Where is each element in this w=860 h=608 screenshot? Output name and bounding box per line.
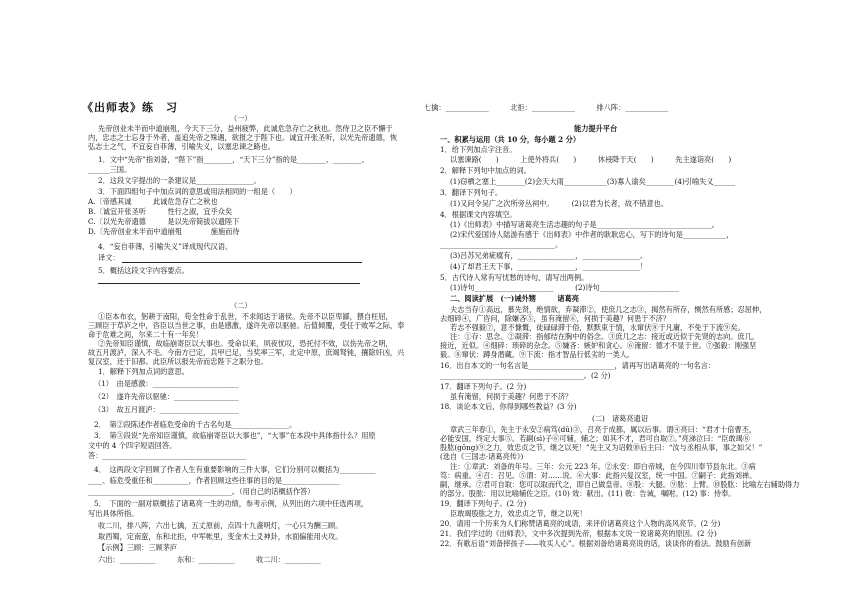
question-2-2: 2． 第②段陈述作者临危受命的千古名句是________________。 — [94, 420, 297, 429]
r-question-17: 17．翻译下列句子。(2 分) — [440, 382, 527, 391]
reading-1-line: 去细碎④，广咨问，除嫌吝⑤，虽有淹留⑥，何损于美趣？何患于不济？ — [440, 314, 671, 323]
platform-title: 能力提升平台 — [574, 124, 618, 133]
reading-1-note: 毅。⑧窜伏：蹲身潜藏。⑨下流：指才智品行低劣的一类人。 — [440, 350, 635, 359]
r-question-4-item: (4)了却君王天下事，________________，________________！ — [450, 262, 648, 271]
answer-line — [98, 283, 360, 284]
fill-in-line: 六出：__________ 东和：__________ 收二川：__________ — [98, 555, 321, 564]
passage-1-line: 弘志士之气，不宜妄自菲薄，引喻失义，以塞忠谏之路也。 — [88, 142, 275, 151]
question-1-cont: ______三国。 — [88, 165, 132, 174]
r-question-20: 20．请用一个历来为人们称赞诸葛亮的成语，来评价诸葛亮这个人物的高风亮节。(2 分) — [440, 519, 721, 528]
r-question-3-items: (1)又问令吴广之次所旁丛祠中。 (2)以君为长者，故不错意也。 — [450, 199, 669, 208]
question-2-5: 5． 下面的一副对联概括了诸葛亮一生的功绩，参考示例，从列出的六项中任选两项， — [94, 499, 369, 508]
reading-2-note: 注：①章武：刘备的年号。三年：公元 223 年。②永安：即白帝城，在今四川奉节县东北。③病 — [450, 462, 756, 471]
r-question-16-cont: ________________________________________。(2 分) — [440, 371, 611, 380]
part-1-label: （一） — [230, 114, 252, 123]
reading-2-note: 笃：病重。④召：召见。⑤谓：对……说。⑥大事：此指兴复汉室，统一中国。⑦嗣子：此指刘禅。 — [440, 471, 757, 480]
r-question-1: 1．给下列加点字注音。 — [440, 145, 517, 154]
r-question-2: 2．解释下列句中加点的词。 — [440, 166, 531, 175]
r-question-16: 16．出自本文的一句名言是________________________，请再写出诸葛亮的一句名言： — [440, 361, 716, 370]
r-question-1-items: 以塞谏路( ) 上使外将兵( ) 休祲降于天( ) 先主遂诣亮( ) — [450, 155, 732, 164]
passage-2-line: 命于危难之间，尔来二十有一年矣！ — [88, 330, 204, 339]
couplet-line: 收二川，排八阵，六出七擒，五丈原前，点四十九盏明灯，一心只为酬三顾。 — [98, 521, 343, 530]
reading-1-line: 夫志当存①高远，慕先贤，绝情欲，弃凝滞②，使庶几之志③，揭然有所存，恻然有所感；忍屈伸， — [450, 305, 767, 314]
question-2-3: 3． 第③段说“先帝知臣谨慎，故临崩寄臣以大事也”，“大事”在本段中具体指什么？用原 — [94, 431, 376, 440]
question-2-3-cont: 文中的 4 个四字短语回答。 — [88, 441, 177, 450]
header-fill-line: 七擒：____________ 北拒：____________ 排八阵：____________ — [424, 103, 669, 112]
reading-2-line: 股肱(gōng)⑨之力，效忠贞之节，继之以死！”先主又为诏敕⑩后主曰：“汝与丞相从事，事之如父！” — [440, 443, 763, 452]
r-question-5-items: (1)诗句______________________ (2)诗句______________________ — [450, 283, 679, 292]
question-3: 3．下面四组句子中加点词的意思或用法相同的一组是（ ） — [98, 187, 297, 196]
question-5: 5．概括这段文字内容要点。 — [98, 266, 189, 275]
section-2-heading: 二、阅读扩展 (一)诫外甥 诸葛亮 — [450, 294, 579, 303]
passage-2-line: 三顾臣于草庐之中，咨臣以当世之事，由是感激，遂许先帝以驱驰。后值倾覆，受任于败军之际，奉 — [88, 321, 405, 330]
option-a: A.〔帝感其诚 此诚危急存亡之秋也 — [88, 197, 218, 206]
r-question-17-item: 虽有淹留，何损于美趣？何患于不济？ — [450, 392, 573, 401]
r-question-4-item: (1)《出师表》中描写诸葛亮生活志趣的句子是________________________________。 — [450, 220, 719, 229]
r-question-19-item: 臣敢竭股肱之力，效忠贞之节，继之以死！ — [450, 509, 587, 518]
r-question-4: 4．根据课文内容填空。 — [440, 210, 517, 219]
option-c: C.〔以光先帝遗德 是以先帝简拔以遗陛下 — [88, 217, 240, 226]
reading-2-note: 的部分。股肱：用以比喻辅佐之臣。(10) 效：献出。(11) 敕：告诫，嘱咐。(12) 事：侍奉。 — [440, 489, 736, 498]
r-question-18: 18．谈论本文后，你得到哪些教益？(3 分) — [440, 402, 577, 411]
r-question-22: 22．有歌后语“刘备摔孩子——收买人心”。根据刘备给诸葛亮说的话，谈谈你的看法。鼓励有创新 — [440, 539, 752, 548]
passage-2-line: 复汉室，还于旧都。此臣所以报先帝而忠陛下之职分也。 — [88, 357, 268, 366]
option-b: B.〔诚宜开张圣听 性行之淑，宜乎众矣 — [88, 207, 233, 216]
vocab-item: （1） 由是感激：________________________ — [94, 379, 239, 388]
reading-2-source: (选自《三国志·诸葛亮传》) — [440, 452, 524, 461]
passage-2-line: 故五月渡泸，深入不毛。今南方已定，兵甲已足，当奖率三军，北定中原，庶竭驽钝，攘除奸凶，兴 — [88, 348, 405, 357]
question-2-4-cont: ________________________________________。（用自己的话概括作答） — [88, 487, 315, 496]
r-question-2-items: (1)窃栖之塞上________(2)会天大雨____________(3)寡人谕矣________(4)引喻失义______ — [450, 177, 736, 186]
vocab-item: （3） 故五月渡泸：______________________ — [94, 405, 239, 414]
passage-2-line: ①臣本布衣，躬耕于南阳，苟全性命于乱世，不求闻达于诸侯。先帝不以臣卑鄙，猥自枉屈， — [98, 312, 393, 321]
r-question-21: 21．我们学过的《出师表》，文中多次提到先帝，根据本文说一说诸葛亮的原因。(2 分) — [440, 529, 717, 538]
passage-2-line: ②先帝知臣谨慎，故临崩寄臣以大事也。受命以来，夙夜忧叹，恐托付不效，以伤先帝之明， — [98, 339, 393, 348]
question-2: 2．这段文字提出的一条建议是________________。 — [98, 176, 261, 185]
example: 【示例】三顾：三顾茅庐 — [98, 543, 178, 552]
reading-2-line: 必能安国，终定大事⑤。若嗣(sì)子⑥可辅，辅之；如其不才，君可自取⑦。”亮涕泣曰：“臣敢竭⑧ — [440, 434, 751, 443]
vocab-item: （2） 遂许先帝以驱驰：__________________ — [94, 392, 239, 401]
reading-1-note: 接近，近似。④细碎：琐碎的杂念。⑤嫌吝：嫉妒和贪心。⑥淹留：德才不显于世。⑦强毅：刚强坚 — [440, 341, 757, 350]
question-4-answer-label: 译文： — [98, 253, 120, 262]
option-d: D.〔先帝创业未半而中道崩殂 施施而待 — [88, 227, 240, 236]
question-1: 1．文中“先帝”指刘备，“陛下”指________，“天下三分”指的是________、________、 — [98, 155, 369, 164]
passage-1-line: 内，忠志之士忘身于外者，盖追先帝之殊遇，欲报之于陛下也。诚宜开张圣听，以光先帝遗德，恢 — [88, 133, 398, 142]
reading-2-line: 章武三年春①，先主于永安②病笃(dǔ)③，召亮于成都，属以后事。谓④亮曰：“君才十倍曹丕， — [450, 425, 757, 434]
reading-1-note: 注：①存：思念。②凝滞：指郁结在胸中的俗念。③庶几之志：接近或近似于先贤的志向。庶几， — [450, 332, 760, 341]
r-question-4-item: ________________________________。 — [440, 240, 563, 249]
reading-1-line: 若志不强毅⑦，意不慷慨，徒碌碌滞于俗，默默束于情，永窜伏⑧于凡庸，不免于下流⑨矣。 — [450, 323, 745, 332]
answer-line — [122, 262, 362, 263]
question-2-4-cont: ____、临危受重任和__________，作者回顾这些往事的目的是________________ — [88, 476, 340, 485]
worksheet-title: 《出师表》练 习 — [82, 101, 178, 114]
question-2-4: 4． 这两段文字回顾了作者人生有重要影响的三件大事，它们分别可以概括为__________ — [94, 465, 376, 474]
part-2-label: （二） — [230, 301, 252, 310]
r-question-4-item: (2)宋代爱国诗人陆游有感于《出师表》中作者的耿耿忠心，写下的诗句是____________， — [450, 230, 734, 239]
question-2-5-cont: 写出具体所指。 — [88, 509, 139, 518]
couplet-line: 取西蜀，定南蛮，东和北拒，中军帐里，变金木土爻神卦，水面偏能用火攻。 — [98, 532, 343, 541]
question-2-1: 1．解释下列加点词的意思。 — [98, 367, 189, 376]
section-1-heading: 一、积累与运用（共 10 分，每小题 2 分） — [440, 135, 581, 144]
part-b-label: (二) 诸葛亮遗诏 — [592, 414, 648, 423]
r-question-3: 3．翻译下列句子。 — [440, 188, 503, 197]
r-question-5: 5．古代诗人常有写忧愁的诗句，请写出两例。 — [440, 273, 589, 282]
question-4: 4．“妄自菲薄，引喻失义”译成现代汉语。 — [98, 242, 233, 251]
r-question-19: 19．翻译下列句子。(2 分) — [440, 499, 527, 508]
r-question-4-item: (3)吕苏兄弟疵瘼有，________________，________________。 — [450, 251, 648, 260]
reading-2-note: 嗣，继承。⑦君可自取：您可以取而代之，即自己做皇帝。⑧股：大腿。⑨肱：上臂。⑩股肱：比喻左右辅助得力 — [440, 480, 800, 489]
passage-1-line: 先帝创业未半而中道崩殂，今天下三分，益州疲弊，此诚危急存亡之秋也。然侍卫之臣不懈于 — [98, 124, 393, 133]
answer-blank: 答：________________________________________ — [88, 451, 247, 460]
